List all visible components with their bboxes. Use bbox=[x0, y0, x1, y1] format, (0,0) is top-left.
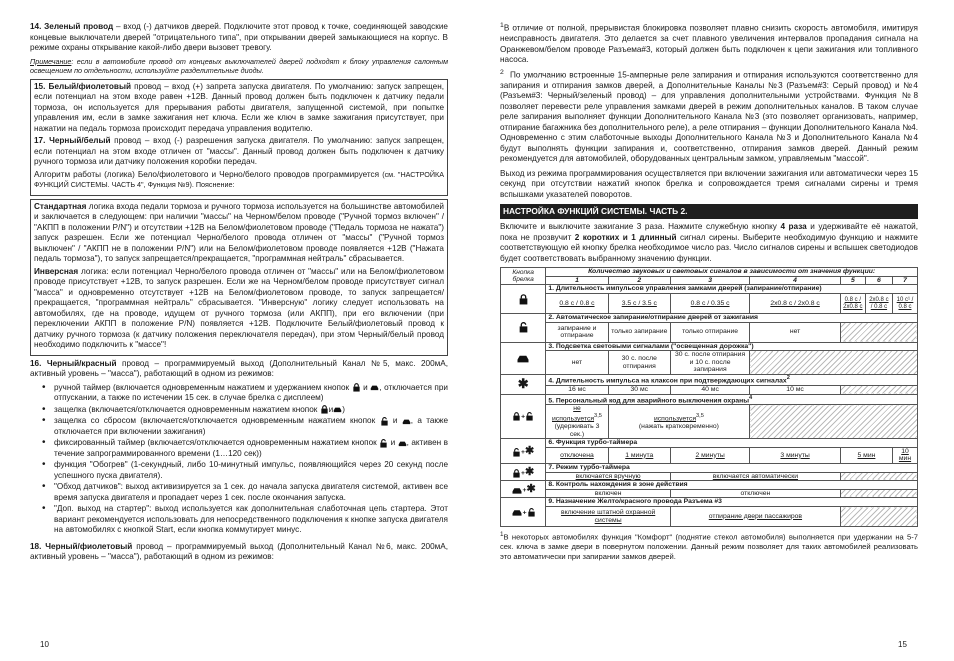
modes-list bbox=[40, 383, 448, 536]
list-item: • функция "Обогрев" (1-секундный, либо 10-минутный импульс, появляющийся через 20 секунд после успешного пуска двигателя). bbox=[40, 460, 448, 481]
exit-text: Выход из режима программирования осуществляется при включении зажигания или автоматически через 15 секунд при отсутствии нажатий кнопок брелка и сопровождается тремя сигналами сирены и тремя вспышками указателей поворотов. bbox=[500, 168, 918, 199]
function-title: 8. Контроль нахождения в зоне действия bbox=[546, 481, 918, 490]
list-item: • защелка со сбросом (включается/отключается одновременным нажатием кнопок и , а также отключается при включении зажигания) bbox=[40, 416, 448, 437]
inverse-logic: Инверсная логика: если потенциал Черно/белого провода отличен от "массы" или на Белом/фиолетовом проводе присутствует +12В, то запуск разрешен. Если же на Черном/белом проводе присутствует сигнал "масса" и одновременно отсутствует +12В на Белом/фиолетовом проводе, то запуск запрещается/прекращается, "программная нейтраль" сбрасывается. "Инверсную" логику следует использовать на автомобилях, где на проводе, идущем от ручного тормоза (или АКПП), при его включении (при переключении АКПП в положение P/N) появляется +12В. Подключите Белый/фиолетовый провод к датчику ручного тормоза (к датчику положения переключателя передач), при этом Черный/белый провод необходимо подключить к "массе"! bbox=[34, 266, 444, 350]
button-cell bbox=[501, 314, 546, 343]
col-header: 3 bbox=[670, 276, 749, 285]
list-item: • "Обход датчиков": выход активизируется за 1 сек. до начала запуска двигателя системой, активен все время запуска двигателя и пропадает через 1 сек. после окончания запуска. bbox=[40, 482, 448, 503]
col-header: 4 bbox=[750, 276, 841, 285]
button-cell: + bbox=[501, 498, 546, 527]
lock-open-icon bbox=[512, 448, 521, 457]
col-header: 5 bbox=[840, 276, 865, 285]
footnote-1: $^1$В отличие от полной, прерывистая блокировка позволяет плавно снизить скорость автомобиля, имитируя неисправность двигателя. Это делается за счет плавного увеличения интервалов пропадания сигнала на Оранжевом/белом проводе Разъема#3, который должен быть подключен к цепи зажигания или топливного насоса. bbox=[500, 22, 918, 65]
paragraph-16: 16. Черный/красный провод – программируемый выход (Дополнительный Канал №5, макс. 200мА, активный уровень – "масса"), работающий в одном из режимов: bbox=[30, 358, 448, 379]
left-page bbox=[30, 0, 448, 661]
button-cell: +✱ bbox=[501, 481, 546, 498]
col-header: 7 bbox=[893, 276, 918, 285]
paragraph-14: 14. Зеленый провод – вход (-) датчиков дверей. Подключите этот провод к точке, соединяющей заводские концевые выключатели дверей "отрицательного типа", при открывании дверей замыкающиеся на корпус. В режиме охраны открывание какой-либо двери вызовет тревогу. bbox=[30, 22, 448, 52]
function-title: 7. Режим турбо-таймера bbox=[546, 463, 918, 472]
lock-closed-icon bbox=[518, 294, 529, 305]
intro-text: Включите и выключите зажигание 3 раза. Нажмите служебную кнопку 4 раза и удерживайте её нажатой, пока не прозвучит 2 коротких и 1 длинный сигнал сирены. Выберите необходимую функцию и нажмите соответствующую ей кнопку брелка необходимое число раз. Число сигналов сирены и вспышек светодиодов будет соответствовать выбранному значению функции. bbox=[500, 222, 919, 263]
function-title: 9. Назначение Желто/красного провода Разъема #3 bbox=[546, 498, 918, 507]
car-icon bbox=[370, 383, 379, 392]
right-page bbox=[500, 0, 918, 661]
function-title: 1. Длительность импульсов управления замками дверей (запирание/отпирание) bbox=[546, 285, 918, 294]
page-number: 10 bbox=[40, 640, 49, 649]
button-cell bbox=[501, 375, 546, 394]
lock-closed-icon bbox=[512, 469, 521, 478]
col-header: 2 bbox=[608, 276, 670, 285]
function-title: 4. Длительность импульса на клаксон при подтверждающих сигналах$^2$ bbox=[546, 375, 918, 386]
list-item: • ручной таймер (включается одновременным нажатием и удержанием кнопок и , отключается при отпускании, а также по истечении 15 сек. в случае брелка с дисплеем) bbox=[40, 383, 448, 404]
lock-closed-icon bbox=[512, 412, 521, 421]
lock-open-icon bbox=[525, 412, 534, 421]
asterisk-icon: ✱ bbox=[525, 444, 535, 457]
asterisk-icon: ✱ bbox=[525, 465, 535, 478]
functions-table: Кнопка брелка Количество звуковых и световых сигналов в зависимости от значения функции: 1 2 3 4 5 6 7 1. Длительность импульсов управления замками дверей (запирание/отпирание) 0.8 с / 0.8 с 3.5 с / 3.5 с 0.8 с / 0.35 с 2x0.8 с / 2x0.8 с 0.8 с / 2x0.8 с 2x0.8 с / 0.8 с 10 с¹ / 0.8 с 2. Автоматическое запирание/отпирание дверей от зажигания запирание и отпирание только запирание только отпирание нет 3. Подсветка световыми сигналами ("освещенная дорожка") нет 30 с. после отпирания 30 с. после отпирания и 10 с. после запирания ✱ 4. Длительность импульса на клаксон при подтверждающих сигналах$^2$ 16 мс 30 мс 40 мс 10 мс + 5. Персональный код для аварийного выключения охраны$^4$ не используется$^{3,5}$ (удерживать 3 сек.) используется$^{3,5}$ (нажать кратковременно) +✱ 6. Функция турбо-таймера отключена 1 минута 2 минуты 3 минуты 5 мин 10 мин +✱ 7. Режим турбо-таймера включается вручную включается автоматически +✱ 8. Контроль нахождения в зоне действия включен отключен + 9. Назначение Желто/красного провода Разъема #3 включение штатной охранной системы отпирание двери пассажиров bbox=[500, 267, 918, 527]
list-item: • "Доп. выход на стартер": выход используется как дополнительная слаботочная цепь стартера. Этот вариант рекомендуется использовать для непосредственного подключения к кнопке запуска двигателя на автомобилях с кнопкой Start, если кнопка коммутирует минус. bbox=[40, 504, 448, 536]
table-header-button: Кнопка брелка bbox=[501, 268, 546, 285]
lock-closed-icon bbox=[352, 383, 361, 392]
paragraph-17: 17. Черный/белый провод – вход (-) разрешения запуска двигателя. По умолчанию: запуск запрещен, если потенциал на этом входе отличен от "массы". Данный провод должен быть подключен к датчику ручного тормоза или датчику положения коробки передач. bbox=[34, 136, 445, 167]
car-icon bbox=[516, 353, 530, 364]
col-header: 1 bbox=[546, 276, 608, 285]
list-item: • фиксированный таймер (включается/отключается одновременным нажатием кнопок и , активен в течение запрограммированного времени (1…120 сек)) bbox=[40, 438, 448, 459]
lock-open-icon bbox=[380, 417, 389, 426]
col-header: 6 bbox=[865, 276, 892, 285]
lock-open-icon bbox=[527, 508, 536, 517]
list-item: • защелка (включается/отключается одновременным нажатием кнопок и ) bbox=[40, 405, 448, 416]
car-icon bbox=[333, 405, 342, 414]
lock-open-icon bbox=[518, 322, 529, 333]
car-icon bbox=[511, 486, 523, 495]
box-logic bbox=[30, 199, 448, 356]
button-cell bbox=[501, 285, 546, 314]
box-15-17 bbox=[30, 79, 448, 196]
car-icon bbox=[398, 439, 407, 448]
asterisk-icon: ✱ bbox=[526, 483, 536, 496]
standard-logic: Стандартная логика входа педали тормоза и ручного тормоза используется на большинстве автомобилей и заключается в следующем: при наличии "массы" на Черном/белом проводе ("Ручной тормоз включен" / "АКПП в положении P/N") и отсутствии +12В на Белом/фиолетовом проводе ("Педаль тормоза не нажата") запуск разрешен. Если же потенциал Черно/белого провода отличен от "массы" ("Ручной тормоз выключен" / "АКПП не в положении P/N") или на Белом/фиолетовом проводе появляется +12В ("Нажата педаль тормоза"), то запуск запрещается/прекращается, "программная нейтраль" сбрасывается. bbox=[34, 201, 444, 264]
button-cell: +✱ bbox=[501, 463, 546, 480]
button-cell: +✱ bbox=[501, 439, 546, 464]
lock-open-icon bbox=[379, 439, 388, 448]
function-title: 6. Функция турбо-таймера bbox=[546, 439, 918, 448]
car-icon bbox=[511, 508, 523, 517]
paragraph-15: 15. Белый/фиолетовый провод – вход (+) запрета запуска двигателя. По умолчанию: запуск запрещен, если потенциал на этом входе равен +12В. Данный провод должен быть подключен к датчику педали тормоза, он используется для прерывания работы двигателя, запущенной системой, при попытке управления им, если в замке зажигания нет ключа. Если же ключ в замке зажигания присутствует, при нажатии на педаль тормоза происходит передача управления водителю. bbox=[34, 81, 445, 133]
footnote-2: $^2$ По умолчанию встроенные 15-амперные реле запирания и отпирания используются соответственно для запирания и отпирания замков дверей, а Дополнительные Каналы №3 (Разъем#3: Серый провод) и №4 (Разъем#3: Черный/зеленый провод) – для управления дополнительными устройствами. Функция №8 позволяет перевести реле управления замками дверей в режим дополнительных каналов. В таком случае реле запирания выполняет функции Дополнительного Канала №3 (это позволяет организовать, например, отпирание багажника без дополнительного реле), а реле отпирания – функции Дополнительного Канала №4. Одновременно с этим слаботочные выходы Дополнительного Канала №3 и Дополнительного Канала №4 будут выполнять функции запирания и, соответственно, отпирания замков дверей. Данный режим рекомендуется для автомобилей, оборудованных центральным замком, управляемым "массой". bbox=[500, 68, 918, 164]
button-cell bbox=[501, 342, 546, 374]
algo-text: Алгоритм работы (логика) Бело/фиолетового и Черно/белого проводов программируется (см. "НАСТРОЙКА ФУНКЦИЙ СИСТЕМЫ. ЧАСТЬ 4", Функция №9). Пояснение: bbox=[34, 169, 445, 190]
function-title: 2. Автоматическое запирание/отпирание дверей от зажигания bbox=[546, 314, 918, 323]
table-footnote: $^1$В некоторых автомобилях функция "Комфорт" (поднятие стекол автомобиля) выполняется при удержании на 5-7 сек. ключа в замке двери в повернутом положении. Данный режим позволяет для таких автомобилей реализовать это автоматически при запирании замков дверей. bbox=[500, 531, 918, 561]
lock-closed-icon bbox=[320, 405, 329, 414]
section-heading: НАСТРОЙКА ФУНКЦИЙ СИСТЕМЫ. ЧАСТЬ 2. bbox=[500, 204, 918, 219]
table-header-count: Количество звуковых и световых сигналов в зависимости от значения функции: bbox=[546, 268, 918, 277]
function-title: 5. Персональный код для аварийного выключения охраны$^4$ bbox=[546, 394, 918, 405]
page-number: 15 bbox=[898, 640, 907, 649]
asterisk-icon: ✱ bbox=[517, 376, 529, 392]
car-icon bbox=[402, 417, 411, 426]
paragraph-18: 18. Черный/фиолетовый провод – программируемый выход (Дополнительный Канал №6, макс. 200мА, активный уровень – "масса"), работающий в одном из режимов: bbox=[30, 541, 448, 562]
function-title: 3. Подсветка световыми сигналами ("освещенная дорожка") bbox=[546, 342, 918, 351]
button-cell: + bbox=[501, 394, 546, 439]
note: Примечание: если в автомобиле провод от концевых выключателей дверей подходят к блоку управления салонным освещением по отдельности, используйте разделительные диоды. bbox=[30, 56, 448, 75]
